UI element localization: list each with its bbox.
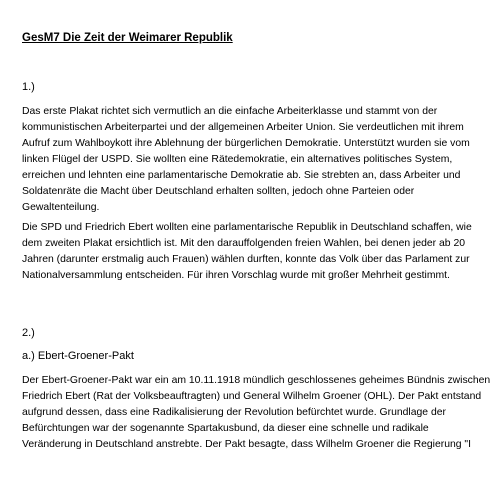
section-2-heading: 2.) — [22, 327, 35, 339]
text-line: Der Ebert-Groener-Pakt war ein am 10.11.1918 mündlich geschlossenes geheimes Bündnis zwischen — [22, 375, 491, 386]
section-1-heading: 1.) — [22, 81, 35, 93]
text-line: Jahren (darunter erstmalig auch Frauen) wählen durften, konnte das Volk über das Parlament zur — [22, 254, 470, 265]
text-line: Soldatenräte die Macht über Deutschland erhalten sollten, jedoch ohne Parteien oder — [22, 186, 415, 197]
section-2-paragraph-1 — [22, 373, 500, 453]
text-line: Das erste Plakat richtet sich vermutlich an die einfache Arbeiterklasse und stammt von der — [22, 106, 438, 117]
text-line: Veränderung in Deutschland anstrebte. Der Pakt besagte, dass Wilhelm Groener die Regierung "I — [22, 439, 472, 450]
text-line: dem zweiten Plakat ersichtlich ist. Mit den darauffolgenden freien Wahlen, bei denen jeder ab 20 — [22, 238, 466, 249]
document-title: GesM7 Die Zeit der Weimarer Republik — [22, 32, 233, 44]
text-line: Gewaltenteilung. — [22, 202, 100, 213]
text-line: erreichen und lehnten eine parlamentarische Demokratie ab. Sie strebten an, dass Arbeiter und — [22, 170, 461, 181]
text-line: Befürchtungen war der sogenannte Spartakusbund, da dieser eine schnelle und radikale — [22, 423, 429, 434]
text-line: Nationalversammlung entscheiden. Für ihren Vorschlag wurde mit großer Mehrheit gestimmt. — [22, 270, 450, 281]
text-line: linken Flügel der USPD. Sie wollten eine Rätedemokratie, ein alternatives politisches System, — [22, 154, 453, 165]
section-1-paragraph-1 — [22, 104, 500, 216]
text-line: aufgrund dessen, dass eine Radikalisierung der Revolution befürchtet wurde. Grundlage der — [22, 407, 446, 418]
text-line: Friedrich Ebert (Rat der Volksbeauftragten) und General Wilhelm Groener (OHL). Der Pakt entstand — [22, 391, 482, 402]
text-line: Die SPD und Friedrich Ebert wollten eine parlamentarische Republik in Deutschland schaffen, wie — [22, 222, 472, 233]
text-line: kommunistischen Arbeiterpartei und der allgemeinen Arbeiter Union. Sie verdeutlichen mit ihrem — [22, 122, 464, 133]
section-2-subheading: a.) Ebert-Groener-Pakt — [22, 350, 134, 362]
text-line: Aufruf zum Wahlboykott ihre Ablehnung der bürgerlichen Demokratie. Unterstützt wurden sie vom — [22, 138, 470, 149]
section-1-paragraph-2 — [22, 220, 500, 284]
